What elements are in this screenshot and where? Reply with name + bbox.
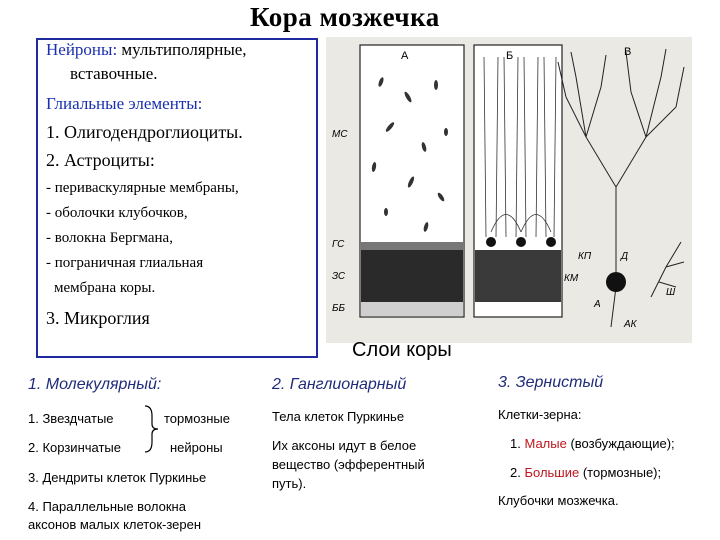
astrocytes-item: 2. Астроциты:: [46, 150, 155, 170]
panel-a-ganglionic-layer: [361, 242, 463, 250]
label-gs: ГС: [332, 239, 345, 250]
basket-label: 2. Корзинчатые: [28, 440, 121, 455]
panel-b-granular-layer: [475, 250, 561, 302]
inhibitory-label: тормозные: [164, 411, 231, 426]
label-d: Д: [621, 251, 629, 262]
small-number: 1.: [510, 436, 525, 451]
stellate-label: [28, 411, 114, 426]
astrocyte-sub-2: - оболочки клубочков,: [46, 205, 188, 221]
purkinje-bodies-label: Тела клеток Пуркинье: [272, 409, 405, 424]
small-granule-item: [510, 436, 675, 451]
microglia-item: 3. Микроглия: [46, 308, 150, 328]
panel-label-a: А: [401, 50, 409, 62]
panel-label-c: В: [624, 46, 632, 58]
purkinje-dendrites-label: 3. Дендриты клеток Пуркинье: [28, 470, 207, 485]
label-sh: Ш: [666, 287, 676, 298]
astrocyte-sub-4b: мембрана коры.: [54, 280, 156, 296]
neurons-label: Нейроны:: [46, 40, 118, 59]
glia-info-box: [36, 38, 318, 358]
oligodendrocytes-item: 1. Олигодендроглиоциты.: [46, 122, 243, 142]
cerebellum-layers-figure: [326, 37, 692, 343]
glial-label: Глиальные элементы:: [46, 94, 203, 113]
neurons-word: нейроны: [170, 440, 223, 455]
label-km: КМ: [564, 273, 579, 284]
astrocyte-sub-4: - пограничная глиальная: [46, 255, 204, 271]
stellate-text: 1. Звездчатые: [28, 411, 114, 426]
label-kp: КП: [578, 251, 592, 262]
bracket-icon: [143, 404, 159, 454]
page-title: Кора мозжечка: [250, 2, 440, 32]
large-granule-item: [510, 465, 661, 480]
neurons-line: [46, 40, 247, 60]
figure-caption: Слои коры: [352, 339, 452, 361]
small-word: Малые: [524, 436, 567, 451]
axons-line-1: Их аксоны идут в белое: [272, 438, 417, 453]
cerebellum-drawing: [326, 37, 692, 343]
label-zs: ЗС: [332, 271, 346, 282]
panel-a-granular-layer: [361, 250, 463, 302]
label-ms: МС: [332, 129, 348, 140]
label-ak: АК: [624, 319, 637, 330]
large-number: 2.: [510, 465, 525, 480]
neurons-value: мультиполярные,: [117, 40, 247, 59]
label-bb: ББ: [332, 303, 346, 314]
large-word: Большие: [524, 465, 580, 480]
panel-a-white-matter: [361, 302, 463, 316]
panel-c-purkinje-soma: [606, 272, 626, 292]
glomeruli-label: Клубочки мозжечка.: [498, 493, 619, 508]
granule-cells-label: Клетки-зерна:: [498, 407, 582, 422]
parallel-fibers-label: 4. Параллельные волокна: [28, 499, 186, 514]
axons-line-2: вещество (эфферентный: [272, 457, 425, 472]
col2-heading: 2. Ганглионарный: [272, 376, 407, 393]
col1-heading: 1. Молекулярный:: [28, 376, 162, 393]
parallel-fibers-label-2: аксонов малых клеток-зерен: [28, 517, 202, 532]
small-desc: (возбуждающие);: [566, 436, 675, 451]
astrocyte-sub-3: - волокна Бергмана,: [46, 230, 173, 246]
label-a: А: [594, 299, 601, 310]
neurons-value-2: вставочные.: [70, 64, 158, 83]
large-desc: (тормозные);: [579, 465, 662, 480]
col3-heading: 3. Зернистый: [498, 374, 604, 391]
astrocyte-sub-1: - периваскулярные мембраны,: [46, 180, 239, 196]
axons-line-3: путь).: [272, 476, 307, 491]
panel-label-b: Б: [506, 50, 514, 62]
